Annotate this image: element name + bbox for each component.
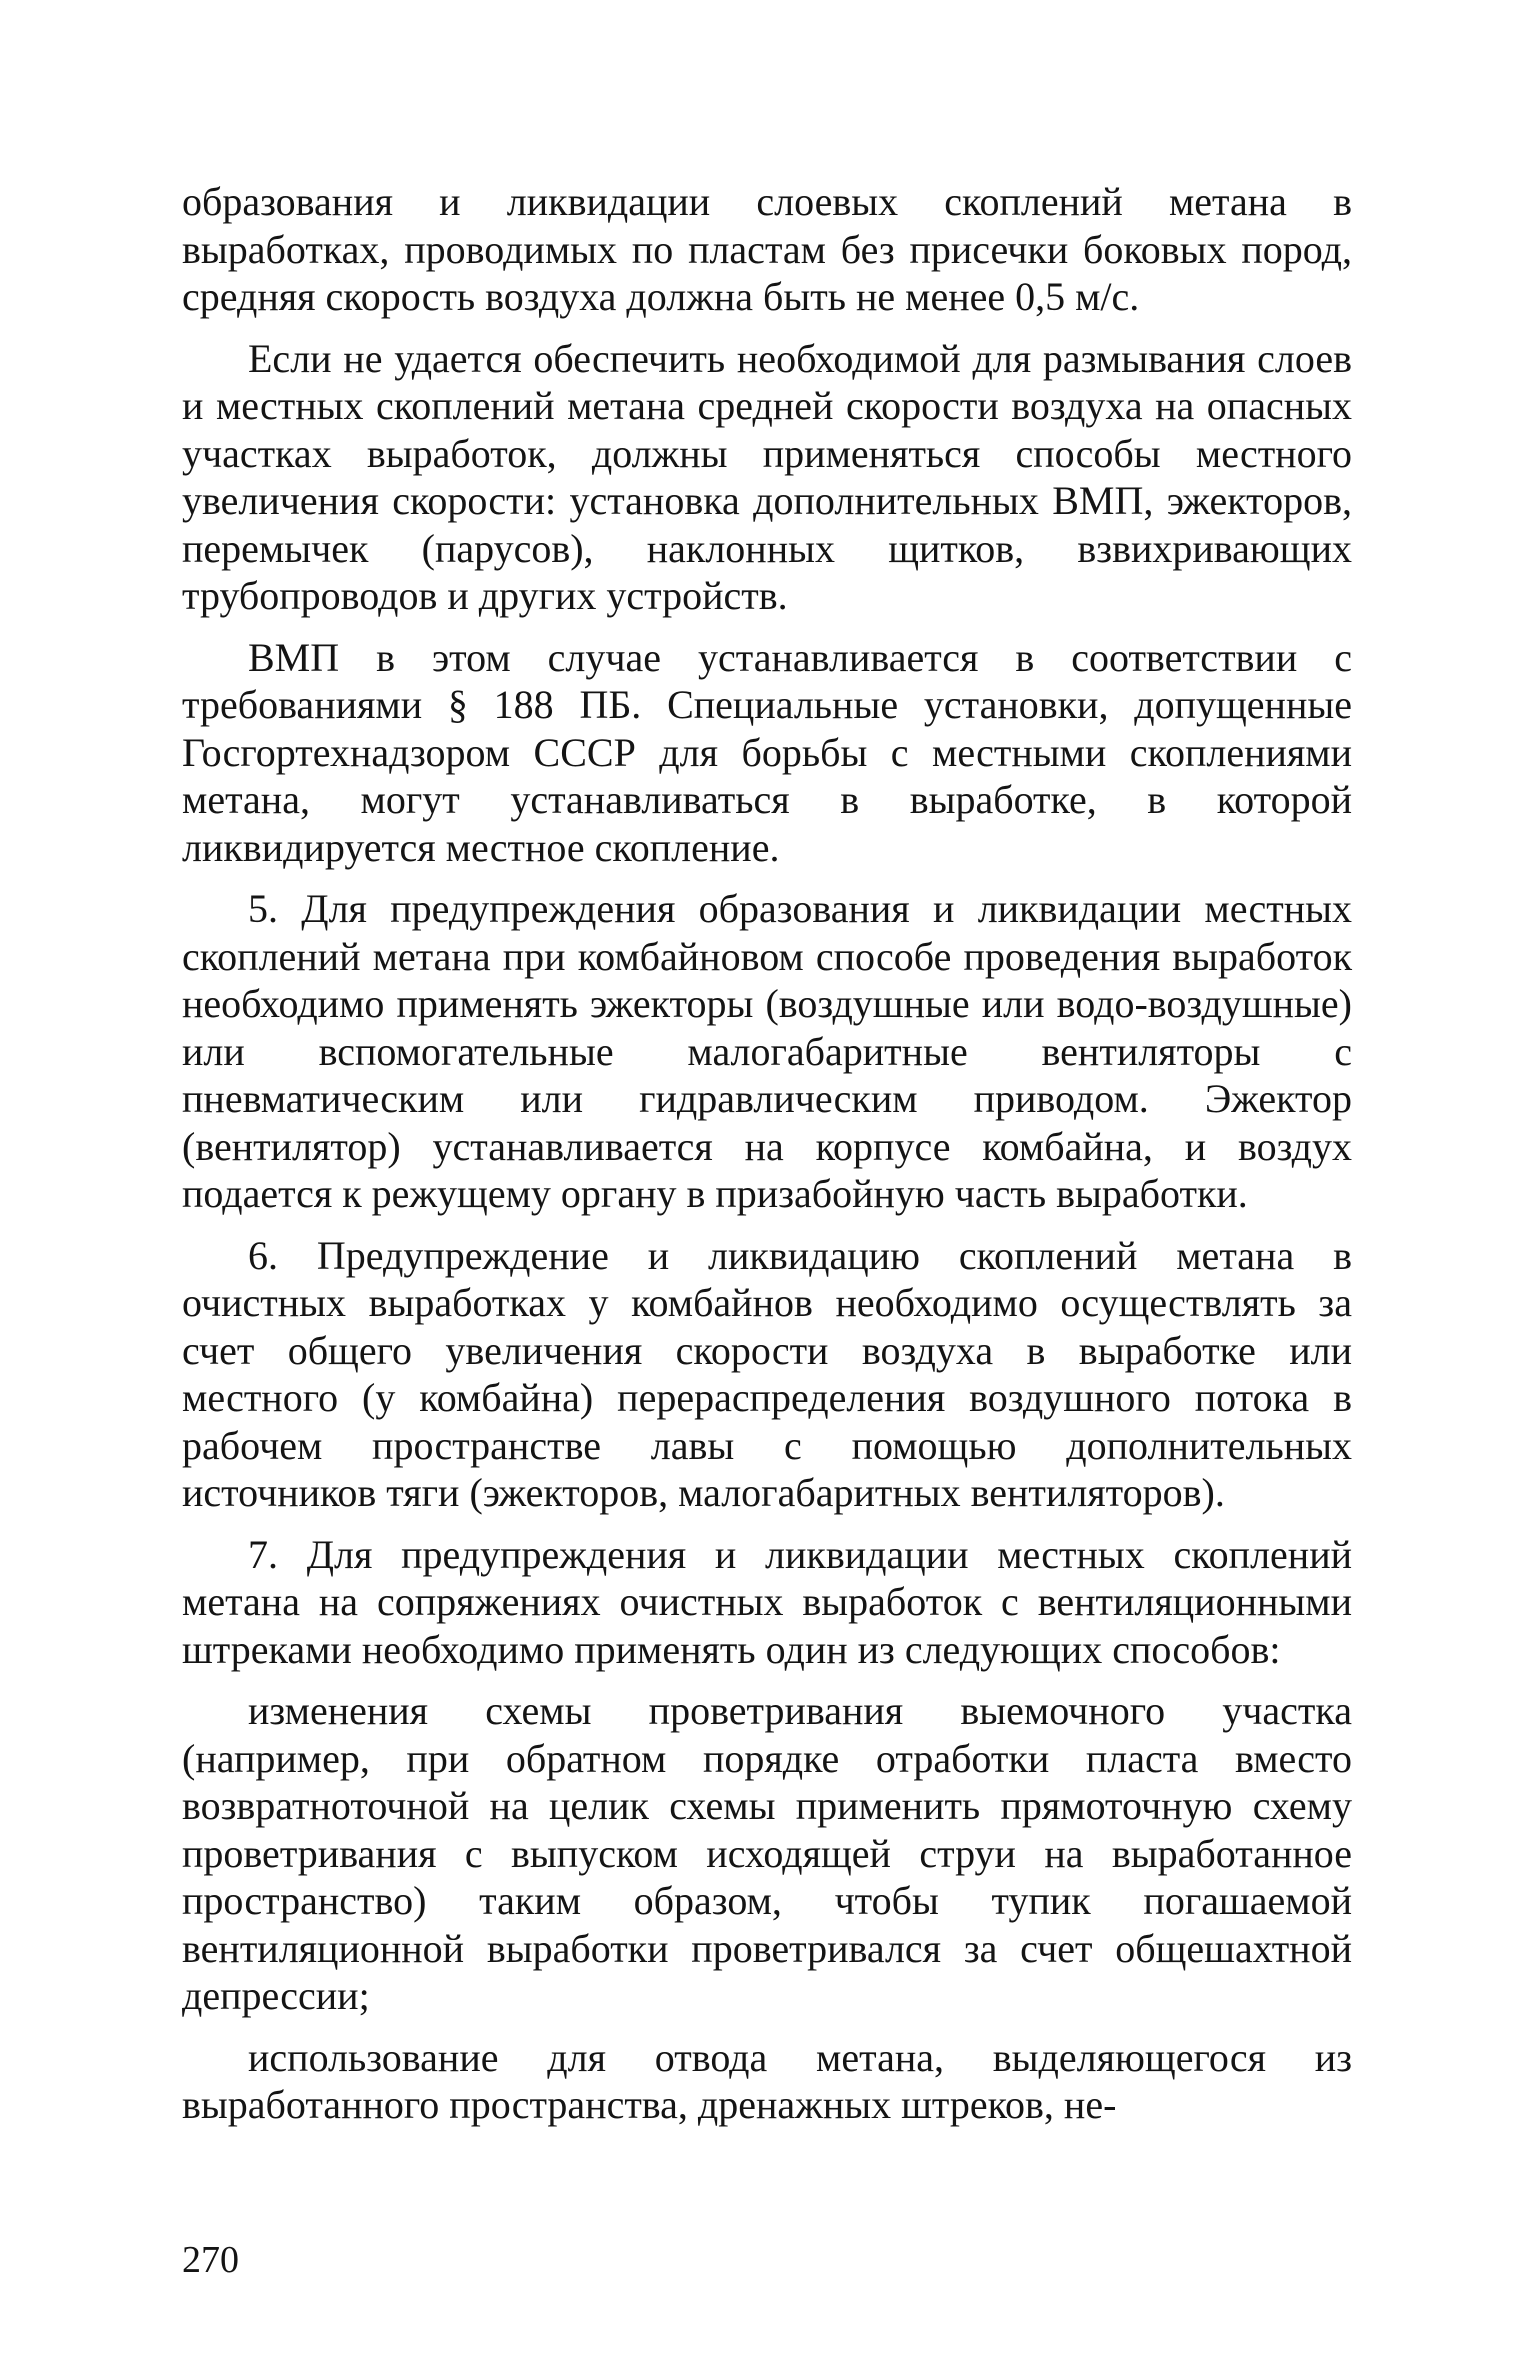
paragraph-item-5: 5. Для предупреждения образования и ликвидации местных скоплений метана при комбайновом способе проведения выработок необходимо применять эжекторы (воздушные или водо-воздушные) или вспомогательные малогабаритные вентиляторы с пневматическим или гидравлическим приводом. Эжектор (вентилятор) устанавливается на корпусе комбайна, и воздух подается к режущему органу в призабойную часть выработки. bbox=[182, 886, 1352, 1216]
paragraph-method-drainage: использование для отвода метана, выделяющегося из выработанного пространства, дренажных штреков, не- bbox=[182, 2034, 1352, 2127]
paragraph-local-velocity: Если не удается обеспечить необходимой для размывания слоев и местных скоплений метана средней скорости воздуха на опасных участках выработок, должны применяться способы местного увеличения скорости: установка дополнительных ВМП, эжекторов, перемычек (парусов), наклонных щитков, взвихривающих трубопроводов и других устройств. bbox=[182, 335, 1352, 618]
page-text bbox=[182, 178, 1352, 2143]
paragraph-method-scheme-change: изменения схемы проветривания выемочного участка (например, при обратном порядке отработки пласта вместо возвратноточной на целик схемы применить прямоточную схему проветривания с выпуском исходящей струи на выработанное пространство) таким образом, чтобы тупик погашаемой вентиляционной выработки проветривался за счет общешахтной депрессии; bbox=[182, 1688, 1352, 2018]
paragraph-vmp-installation: ВМП в этом случае устанавливается в соответствии с требованиями § 188 ПБ. Специальные установки, допущенные Госгортехнадзором СССР для борьбы с местными скоплениями метана, могут устанавливаться в выработке, в которой ликвидируется местное скопление. bbox=[182, 634, 1352, 870]
paragraph-item-7: 7. Для предупреждения и ликвидации местных скоплений метана на сопряжениях очистных выработок с вентиляционными штреками необходимо применять один из следующих способов: bbox=[182, 1531, 1352, 1672]
paragraph-item-6: 6. Предупреждение и ликвидацию скоплений метана в очистных выработках у комбайнов необходимо осуществлять за счет общего увеличения скорости воздуха в выработке или местного (у комбайна) перераспределения воздушного потока в рабочем пространстве лавы с помощью дополнительных источников тяги (эжекторов, малогабаритных вентиляторов). bbox=[182, 1232, 1352, 1515]
paragraph-continuation: образования и ликвидации слоевых скоплений метана в выработках, проводимых по пластам без присечки боковых пород, средняя скорость воздуха должна быть не менее 0,5 м/с. bbox=[182, 179, 1352, 319]
page-number: 270 bbox=[182, 2239, 239, 2281]
